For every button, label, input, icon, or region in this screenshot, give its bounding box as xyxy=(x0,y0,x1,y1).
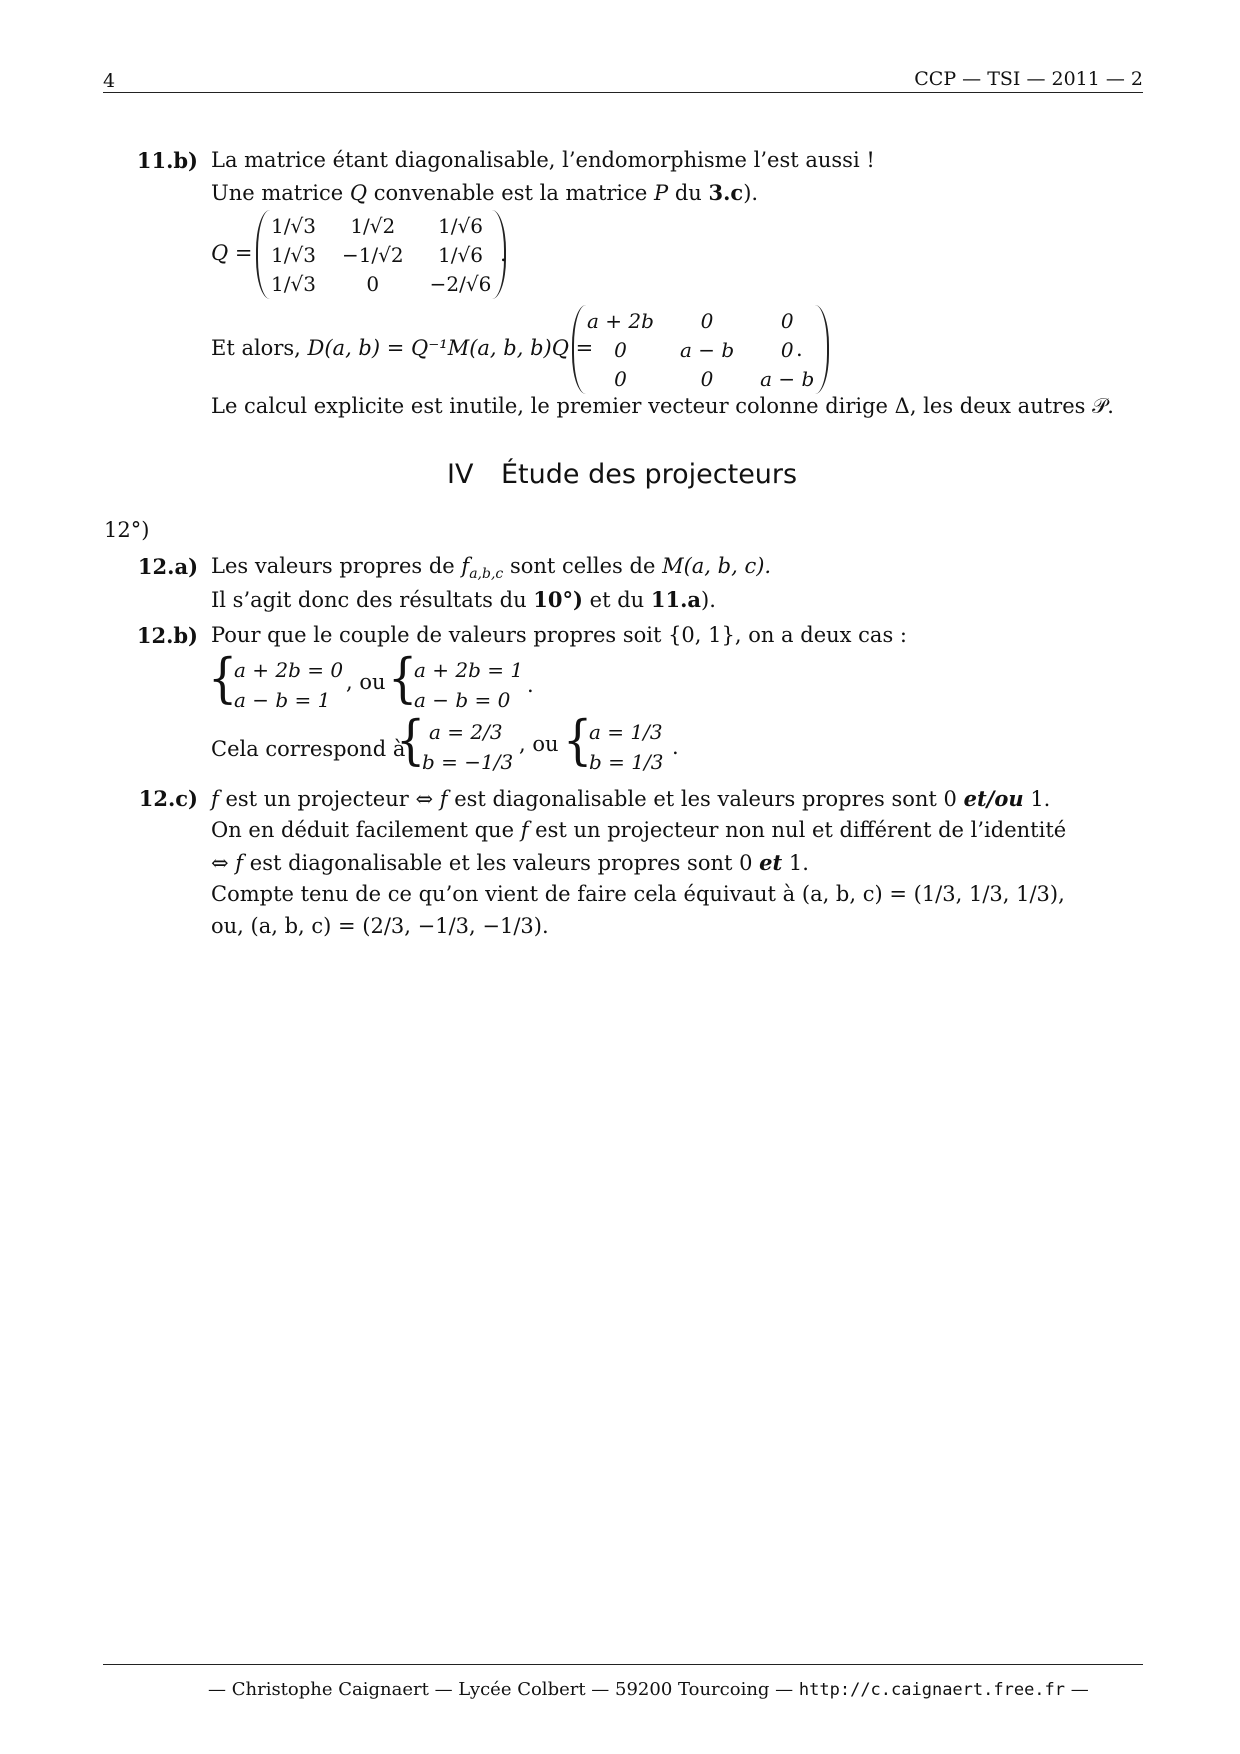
footer-rule xyxy=(103,1664,1143,1665)
ref: 11.a xyxy=(650,587,702,612)
math-p: P xyxy=(654,181,669,205)
text: est diagonalisable et les valeurs propres sont 0 xyxy=(454,787,957,811)
text: 1. xyxy=(1030,787,1051,811)
q-matrix-cell: 1/√3 xyxy=(271,213,316,238)
q12c-line1 xyxy=(211,786,1050,811)
system-3 xyxy=(422,717,513,777)
q11b-line2 xyxy=(211,180,758,205)
q-matrix-cell: 1/√3 xyxy=(271,242,316,267)
d-matrix-cell: a + 2b xyxy=(587,308,654,333)
brace-icon: { xyxy=(388,646,418,710)
q12c-label: 12.c) xyxy=(138,786,198,811)
text: Une matrice xyxy=(211,181,344,205)
math-d: D(a, b) = Q⁻¹M(a, b, b)Q = xyxy=(307,336,594,360)
q-matrix-cell: 1/√3 xyxy=(271,271,316,296)
d-matrix xyxy=(572,305,829,394)
text: Et alors, xyxy=(211,336,301,360)
q12a-line2 xyxy=(211,587,716,612)
text: 1. xyxy=(788,851,809,875)
d-end: . xyxy=(796,337,803,361)
equation: a − b = 1 xyxy=(234,688,331,712)
emphasis: et/ou xyxy=(963,786,1024,811)
q-matrix-cell: −2/√6 xyxy=(429,271,492,296)
q-matrix xyxy=(256,210,506,299)
equation: a + 2b = 0 xyxy=(234,658,344,682)
q12a-line1 xyxy=(211,554,771,582)
section-number: IV xyxy=(447,459,474,490)
brace-icon: { xyxy=(396,708,426,772)
subscript: a,b,c xyxy=(469,566,504,583)
equation: a + 2b = 1 xyxy=(414,658,524,682)
math-f: f xyxy=(439,787,448,811)
math-q: Q xyxy=(349,181,368,205)
q-matrix-cell: 1/√6 xyxy=(438,213,483,238)
system-end: . xyxy=(672,735,679,759)
footer-link[interactable]: http://c.caignaert.free.fr xyxy=(798,1680,1066,1700)
header-title: CCP — TSI — 2011 — 2 xyxy=(914,68,1143,90)
text: Il s’agit donc des résultats du xyxy=(211,588,527,612)
system-end: . xyxy=(527,673,534,697)
ref: 10°) xyxy=(533,587,583,612)
equation: b = 1/3 xyxy=(589,750,664,774)
math-f: f xyxy=(461,554,470,578)
d-matrix-cell: 0 xyxy=(780,308,794,333)
q-matrix-cell: 1/√2 xyxy=(350,213,396,238)
q-matrix-cell: −1/√2 xyxy=(341,242,404,267)
section-title: Étude des projecteurs xyxy=(501,459,798,490)
header-rule xyxy=(103,92,1143,93)
q12b-label: 12.b) xyxy=(136,623,198,648)
brace-icon: { xyxy=(563,708,593,772)
text: Les valeurs propres de xyxy=(211,554,455,578)
d-matrix-cell: 0 xyxy=(614,337,627,362)
q-matrix-cell: 0 xyxy=(366,271,380,296)
q11b-last-line: Le calcul explicite est inutile, le premier vecteur colonne dirige Δ, les deux autres 𝒫. xyxy=(211,394,1114,418)
q12b-line1: Pour que le couple de valeurs propres soit {0, 1}, on a deux cas : xyxy=(211,623,907,647)
equation: b = −1/3 xyxy=(422,750,514,774)
d-matrix-cell: a − b xyxy=(679,337,735,362)
text: On en déduit facilement que xyxy=(211,818,515,842)
system-1 xyxy=(234,655,343,715)
math-f: f xyxy=(235,851,244,875)
system-4 xyxy=(589,717,663,777)
q-lhs: Q = xyxy=(211,241,253,265)
text: ⇔ xyxy=(211,851,229,875)
text: et du xyxy=(589,588,645,612)
q12c-line2 xyxy=(211,818,1066,842)
q11b-label: 11.b) xyxy=(136,148,198,173)
equation: a = 1/3 xyxy=(589,720,663,744)
math-f: f xyxy=(520,818,529,842)
text: sont celles de xyxy=(509,554,656,578)
text: est un projecteur non nul et différent de l’identité xyxy=(535,818,1067,842)
text: est diagonalisable et les valeurs propres sont 0 xyxy=(249,851,753,875)
footer xyxy=(208,1679,1089,1700)
footer-text: — Christophe Caignaert — Lycée Colbert — 59200 Tourcoing — xyxy=(208,1679,794,1700)
d-matrix-cell: 0 xyxy=(700,366,714,391)
q12c-line4: Compte tenu de ce qu’on vient de faire cela équivaut à (a, b, c) = (1/3, 1/3, 1/3), xyxy=(211,882,1065,906)
d-line xyxy=(211,336,593,360)
math-f: f xyxy=(211,787,219,811)
emphasis: et xyxy=(759,850,783,875)
text: ). xyxy=(701,588,716,612)
q12a-label: 12.a) xyxy=(137,554,198,579)
text: du xyxy=(674,181,702,205)
brace-icon: { xyxy=(208,646,238,710)
page-number: 4 xyxy=(103,70,116,92)
separator: , ou xyxy=(519,732,559,756)
equation: a − b = 0 xyxy=(414,688,511,712)
separator: , ou xyxy=(346,670,386,694)
q12c-line5: ou, (a, b, c) = (2/3, −1/3, −1/3). xyxy=(211,914,549,938)
q11b-line1: La matrice étant diagonalisable, l’endomorphisme l’est aussi ! xyxy=(211,148,875,172)
text: est un projecteur ⇔ xyxy=(225,787,434,811)
d-matrix-cell: 0 xyxy=(614,366,627,391)
q12c-line3 xyxy=(211,850,809,875)
d-matrix-cell: a − b xyxy=(760,366,815,391)
equation: a = 2/3 xyxy=(429,720,503,744)
math-m: M(a, b, c). xyxy=(662,554,772,578)
d-matrix-cell: 0 xyxy=(780,337,794,362)
d-matrix-cell: 0 xyxy=(700,308,714,333)
q-end: . xyxy=(500,242,507,266)
q12b-line3: Cela correspond à xyxy=(211,737,406,761)
text: convenable est la matrice xyxy=(373,181,648,205)
text: ). xyxy=(743,181,759,205)
ref: 3.c xyxy=(708,180,744,205)
footer-end: — xyxy=(1070,1679,1089,1700)
q-matrix-cell: 1/√6 xyxy=(438,242,483,267)
q12-label: 12°) xyxy=(104,518,150,542)
system-2 xyxy=(414,655,523,715)
